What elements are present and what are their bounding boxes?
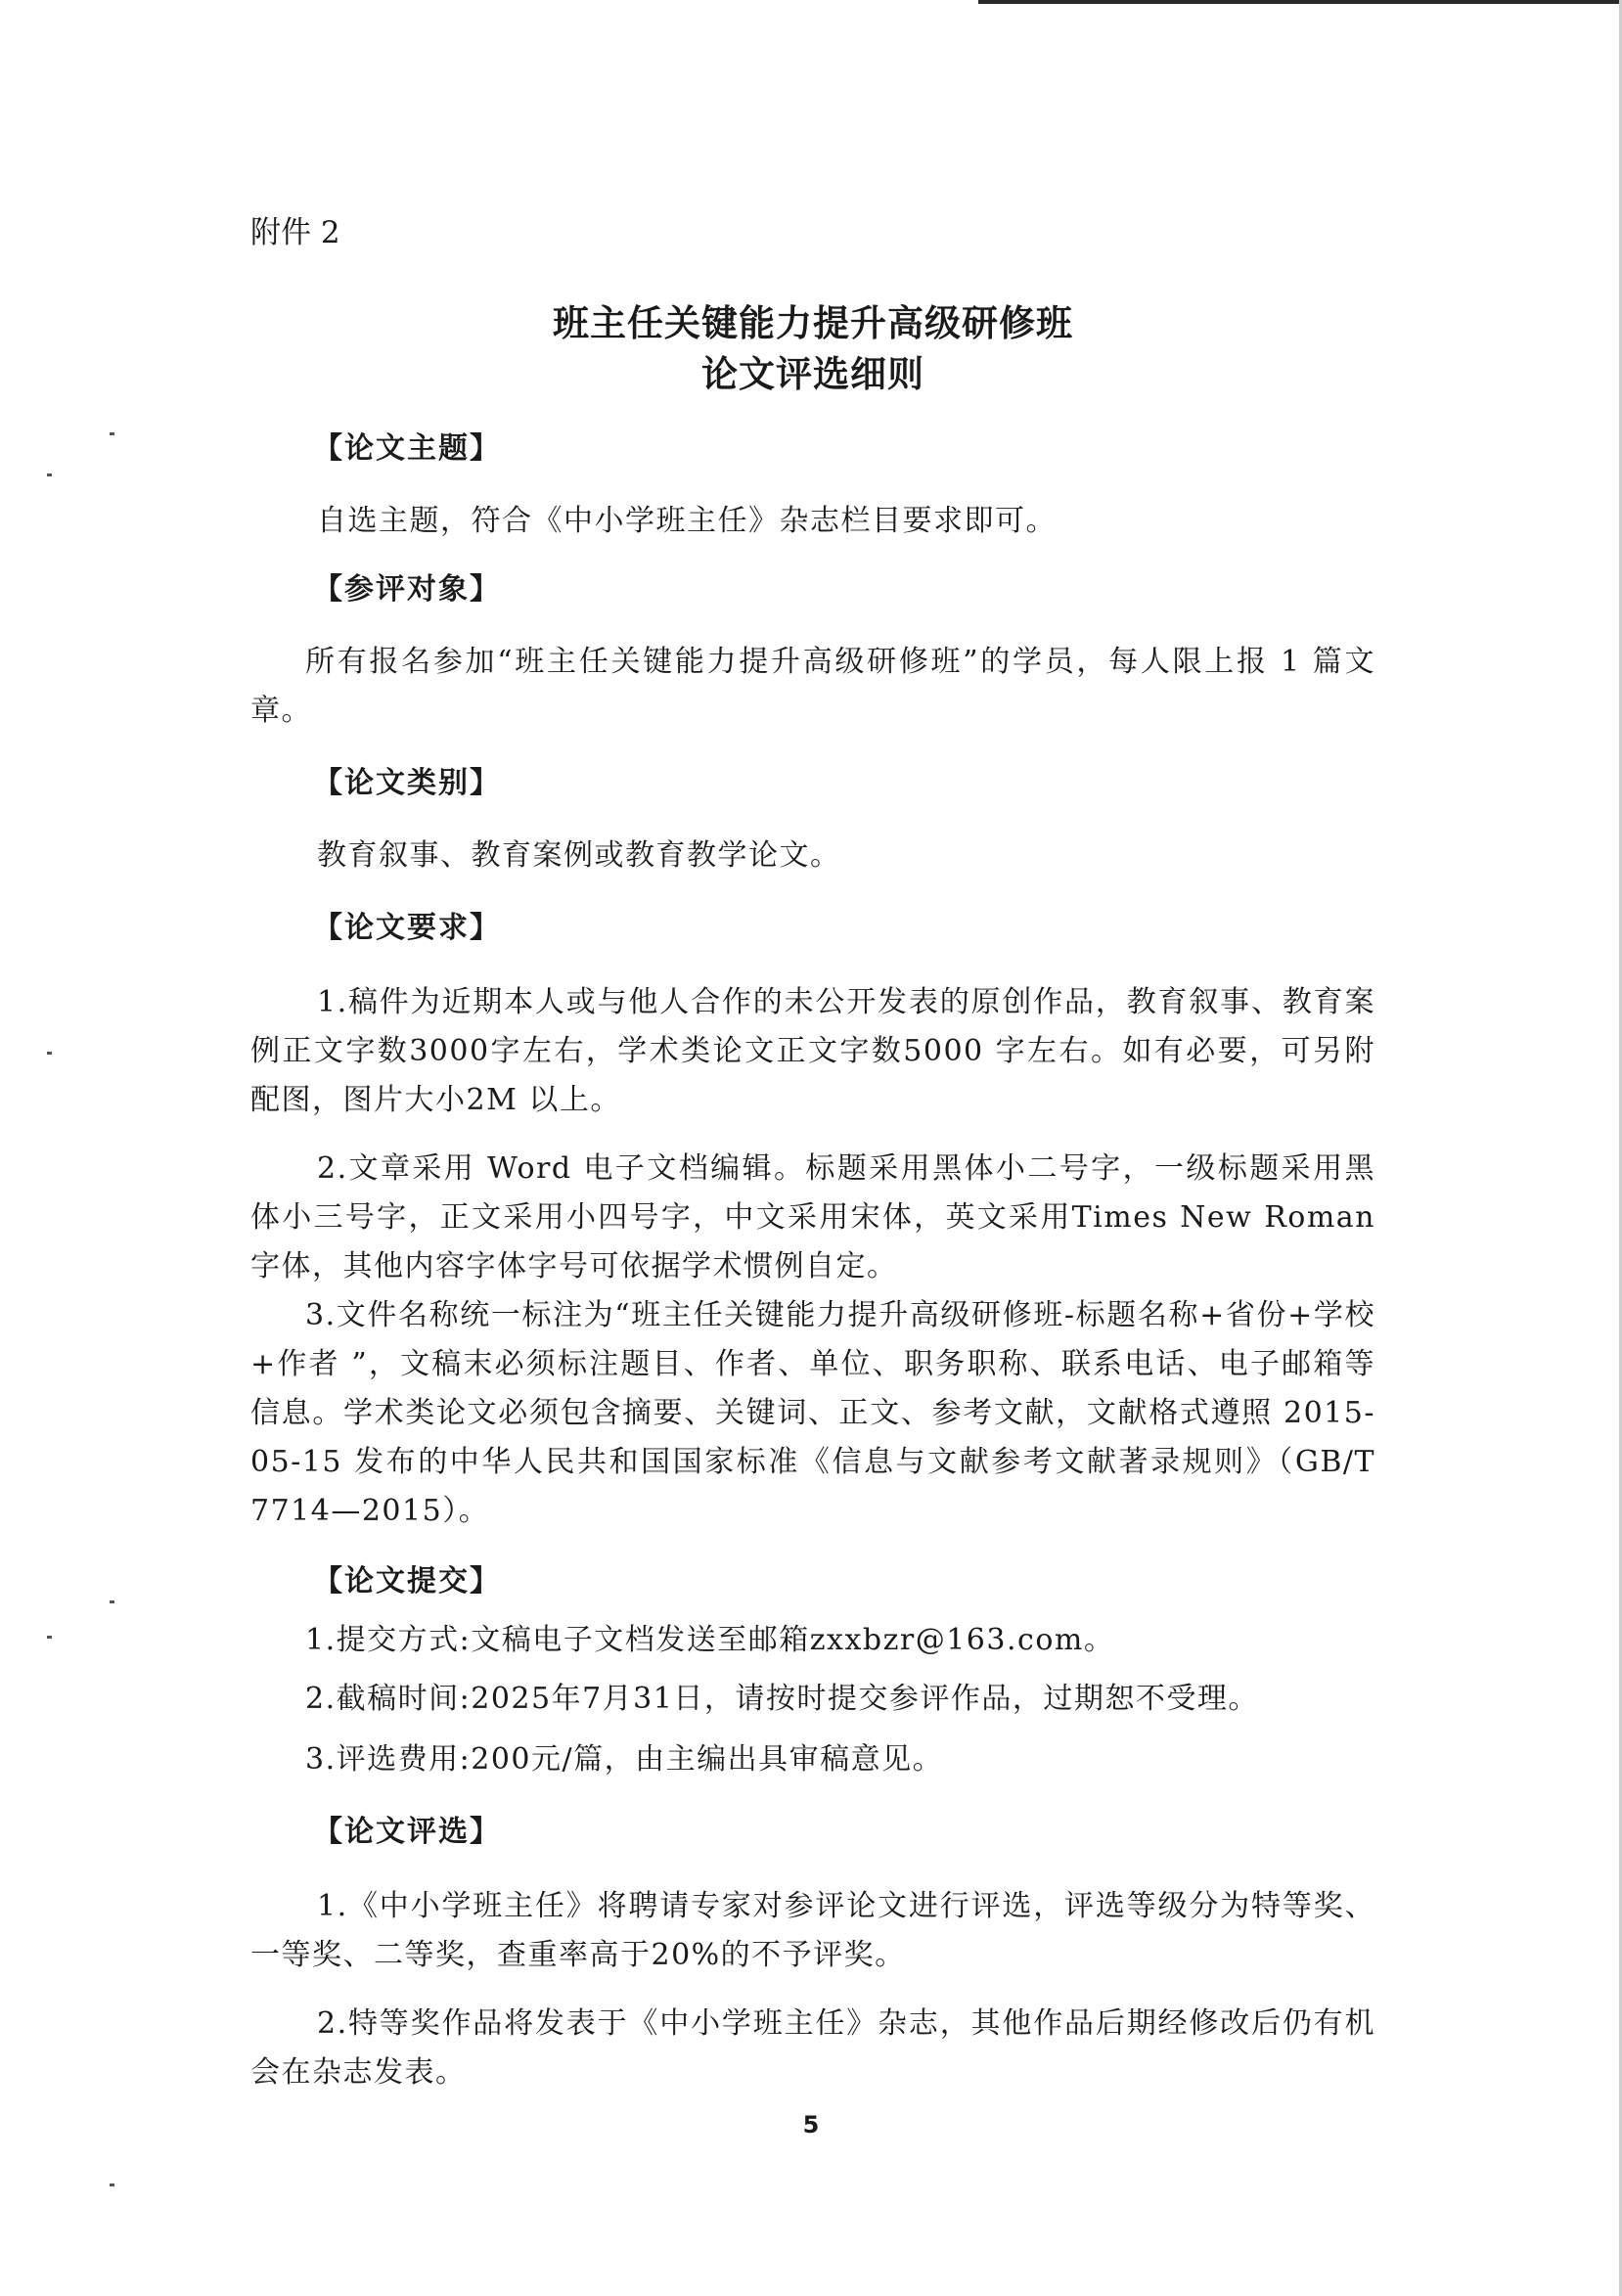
requirement-item-1: 1.稿件为近期本人或与他人合作的未公开发表的原创作品，教育叙事、教育案例正文字数3000字左右，学术类论文正文字数5000 字左右。如有必要，可另附配图，图片大小2M 以上。 [250,985,1375,1117]
submission-item-1: 1.提交方式:文稿电子文档发送至邮箱zxxbzr@163.com。 [305,1623,1115,1657]
section-text-category: 教育叙事、教育案例或教育教学论文。 [317,838,841,873]
section-heading-submission: 【论文提交】 [313,1564,501,1598]
section-heading-category: 【论文类别】 [313,766,501,800]
section-text-topic: 自选主题，符合《中小学班主任》杂志栏目要求即可。 [317,504,1057,538]
section-text-participants: 所有报名参加“班主任关键能力提升高级研修班”的学员，每人限上报 1 篇文章。 [250,645,1375,728]
requirement-item-3: 3.文件名称统一标注为“班主任关键能力提升高级研修班-标题名称+省份+学校+作者 ”，文稿末必须标注题目、作者、单位、职务职称、联系电话、电子邮箱等信息。学术类论文必须包含摘要、关键词、正文、参考文献，文献格式遵照 2015-05-15 发布的中华人民共和国国家标准《信息与文献参考文献著录规则》（GB/T 7714—2015）。 [250,1298,1375,1528]
scan-mark [110,2183,114,2186]
evaluation-item-1: 1.《中小学班主任》将聘请专家对参评论文进行评选，评选等级分为特等奖、一等奖、二等奖，查重率高于20%的不予评奖。 [250,1889,1375,1972]
section-heading-participants: 【参评对象】 [313,572,501,607]
section-heading-requirements: 【论文要求】 [313,911,501,945]
section-heading-evaluation: 【论文评选】 [313,1815,501,1849]
scan-mark [110,1600,114,1603]
page-number: 5 [802,2111,820,2138]
document-subtitle: 论文评选细则 [701,353,924,395]
scan-border-line [978,0,1622,4]
scan-mark [47,473,52,476]
scan-mark [47,1052,52,1055]
scan-mark [47,1636,52,1639]
attachment-label: 附件 2 [250,215,340,250]
submission-item-3: 3.评选费用:200元/篇，由主编出具审稿意见。 [305,1742,944,1777]
scan-mark [110,432,114,435]
document-title: 班主任关键能力提升高级研修班 [553,302,1073,344]
evaluation-item-2: 2.特等奖作品将发表于《中小学班主任》杂志，其他作品后期经修改后仍有机会在杂志发表。 [250,2006,1375,2090]
requirement-item-2: 2.文章采用 Word 电子文档编辑。标题采用黑体小二号字，一级标题采用黑体小三号字，正文采用小四号字，中文采用宋体，英文采用Times New Roman 字体，其他内容字体字号可依据学术惯例自定。 [250,1151,1375,1283]
section-heading-topic: 【论文主题】 [313,431,501,466]
submission-item-2: 2.截稿时间:2025年7月31日，请按时提交参评作品，过期恕不受理。 [305,1682,1259,1716]
